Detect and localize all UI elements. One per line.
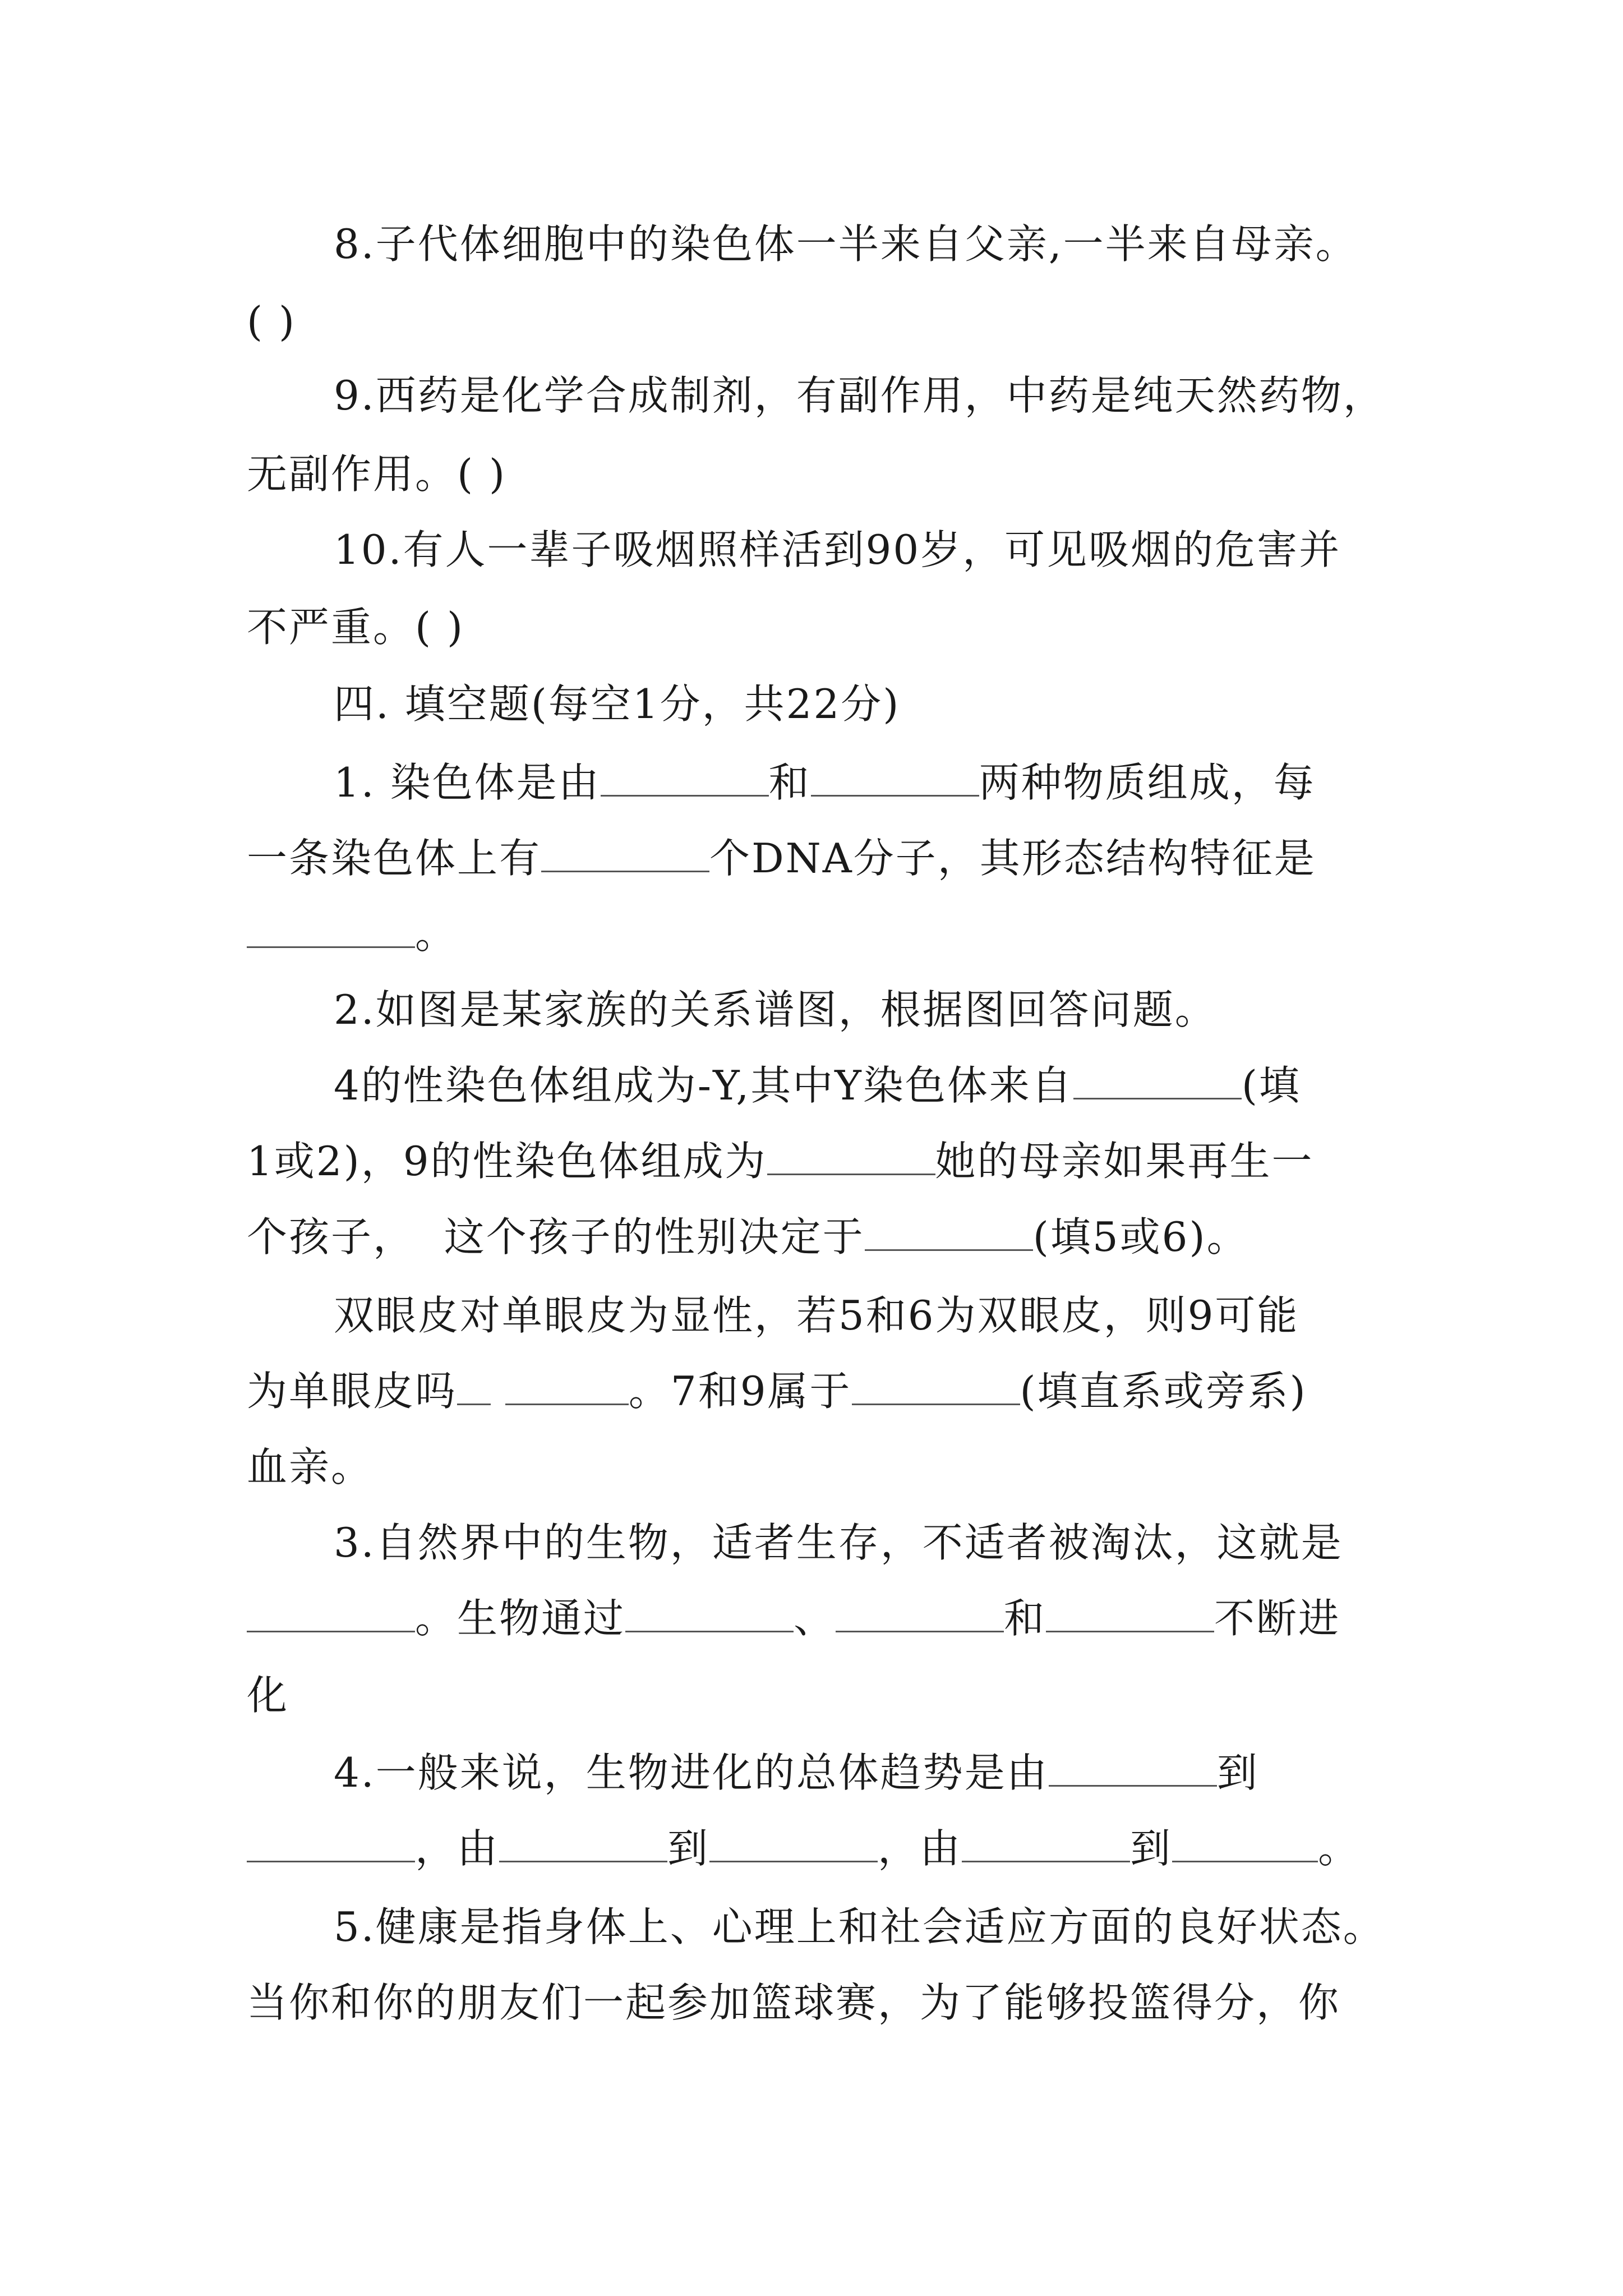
fill-q1-line2: 一条染色体上有 个DNA分子，其形态结构特征是 [247, 830, 1316, 886]
q10-line1: 10.有人一辈子吸烟照样活到90岁，可见吸烟的危害并 [334, 526, 1341, 573]
answer-blank[interactable] [767, 1133, 935, 1175]
fill-q1-line3: 。 [247, 906, 457, 962]
q8-answer-paren: ( ) [247, 298, 297, 345]
fill-q2-intro: 2.如图是某家族的关系谱图，根据图回答问题。 [334, 986, 1217, 1033]
answer-blank[interactable] [962, 1820, 1130, 1862]
answer-blank[interactable] [865, 1209, 1033, 1251]
section-heading: 四. 填空题(每空1分，共22分) [334, 680, 901, 728]
answer-blank[interactable] [1172, 1820, 1318, 1862]
fill-q3-line1: 3.自然界中的生物，适者生存，不适者被淘汰，这就是 [334, 1519, 1343, 1566]
q8-line1: 8.子代体细胞中的染色体一半来自父亲,一半来自母亲。 [334, 220, 1358, 268]
answer-blank[interactable] [625, 1590, 794, 1632]
fill-q2-line1: 4的性染色体组成为-Y,其中Y染色体来自 (填 [334, 1057, 1301, 1114]
answer-blank[interactable] [811, 754, 979, 797]
answer-blank[interactable] [505, 1363, 629, 1405]
answer-blank[interactable] [1073, 1057, 1242, 1099]
answer-blank[interactable] [836, 1590, 1004, 1632]
fill-q4-line2: ，由 到 ，由 到 。 [247, 1820, 1360, 1876]
fill-q5-line1: 5.健康是指身体上、心理上和社会适应方面的良好状态。 [334, 1903, 1385, 1950]
fill-q4-line1: 4.一般来说，生物进化的总体趋势是由 到 [334, 1745, 1259, 1801]
answer-blank[interactable] [247, 906, 415, 948]
q10-line2: 不严重。( ) [247, 604, 465, 651]
answer-blank[interactable] [247, 1590, 415, 1632]
fill-q2-line6: 血亲。 [247, 1443, 374, 1490]
fill-q1-line1: 1. 染色体是由 和 两种物质组成，每 [334, 754, 1316, 811]
fill-q3-line2: 。生物通过 、 和 不断进 [247, 1590, 1340, 1646]
answer-blank[interactable] [1049, 1745, 1217, 1787]
fill-q2-line3: 个孩子， 这个孩子的性别决定于 (填5或6)。 [247, 1209, 1249, 1265]
answer-blank[interactable] [541, 830, 709, 872]
answer-blank[interactable] [709, 1820, 878, 1862]
fill-q3-line3: 化 [247, 1672, 289, 1719]
fill-q2-line4: 双眼皮对单眼皮为显性，若5和6为双眼皮，则9可能 [334, 1292, 1299, 1339]
answer-blank[interactable] [1046, 1590, 1214, 1632]
answer-blank[interactable] [852, 1363, 1020, 1405]
answer-blank[interactable] [457, 1363, 491, 1405]
fill-q2-line5: 为单眼皮吗 。7和9属于 (填直系或旁系) [247, 1363, 1307, 1419]
q9-line1: 9.西药是化学合成制剂，有副作用，中药是纯天然药物， [334, 372, 1385, 419]
q9-line2: 无副作用。( ) [247, 450, 507, 498]
answer-blank[interactable] [601, 754, 769, 797]
fill-q2-line2: 1或2)，9的性染色体组成为 她的母亲如果再生一 [247, 1133, 1314, 1189]
answer-blank[interactable] [247, 1820, 415, 1862]
answer-blank[interactable] [499, 1820, 667, 1862]
fill-q5-line2: 当你和你的朋友们一起参加篮球赛，为了能够投篮得分，你 [247, 1979, 1341, 2026]
